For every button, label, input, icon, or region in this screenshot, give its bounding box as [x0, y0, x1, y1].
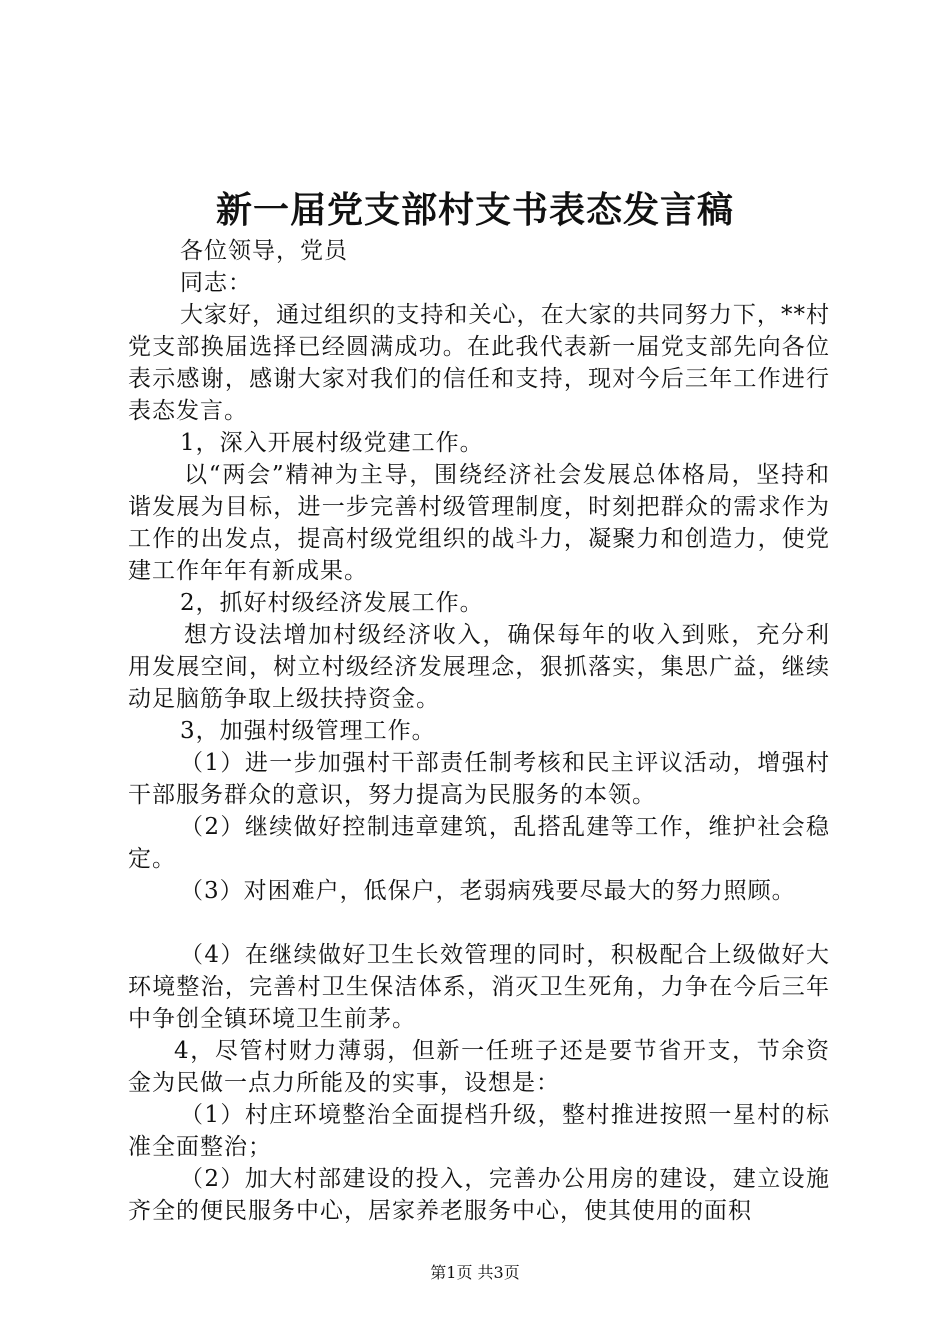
salutation-line-2: 同志： — [180, 270, 252, 296]
list-item-4-2: （2）加大村部建设的投入，完善办公用房的建设，建立设施齐全的便民服务中心，居家养老服务中心，使其使用的面积 — [128, 1166, 830, 1224]
body-paragraph-intro: 大家好，通过组织的支持和关心，在大家的共同努力下，**村党支部换届选择已经圆满成功。在此我代表新一届党支部先向各位表示感谢，感谢大家对我们的信任和支持，现对今后三年工作进行表态发言。 — [128, 302, 830, 424]
list-item-3-4: （4）在继续做好卫生长效管理的同时，积极配合上级做好大环境整治，完善村卫生保洁体系，消灭卫生死角，力争在今后三年中争创全镇环境卫生前茅。 — [128, 942, 830, 1032]
section-heading-1: 1，深入开展村级党建工作。 — [180, 430, 484, 456]
document-body — [128, 235, 830, 1227]
list-item-3-1: （1）进一步加强村干部责任制考核和民主评议活动，增强村干部服务群众的意识，努力提高为民服务的本领。 — [128, 750, 830, 808]
list-item-4-1: （1）村庄环境整治全面提档升级，整村推进按照一星村的标准全面整治； — [128, 1102, 830, 1160]
salutation-line-1: 各位领导，党员 — [180, 238, 348, 264]
list-item-3-2: （2）继续做好控制违章建筑，乱搭乱建等工作，维护社会稳定。 — [128, 814, 830, 872]
document-title: 新一届党支部村支书表态发言稿 — [215, 189, 734, 231]
section-heading-3: 3，加强村级管理工作。 — [180, 718, 436, 744]
section-heading-4: 4，尽管村财力薄弱，但新一任班子还是要节省开支，节余资金为民做一点力所能及的实事，设想是： — [128, 1038, 830, 1096]
body-paragraph-economy: 想方设法增加村级经济收入，确保每年的收入到账，充分利用发展空间，树立村级经济发展理念，狠抓落实，集思广益，继续动足脑筋争取上级扶持资金。 — [128, 622, 830, 712]
body-paragraph-party-building: 以“两会”精神为主导，围绕经济社会发展总体格局，坚持和谐发展为目标，进一步完善村级管理制度，时刻把群众的需求作为工作的出发点，提高村级党组织的战斗力，凝聚力和创造力，使党建工作年年有新成果。 — [128, 462, 830, 584]
list-item-3-3: （3）对困难户，低保户，老弱病残要尽最大的努力照顾。 — [180, 878, 796, 904]
page-number-footer: 第1页 共3页 — [430, 1263, 520, 1282]
section-heading-2: 2，抓好村级经济发展工作。 — [180, 590, 484, 616]
